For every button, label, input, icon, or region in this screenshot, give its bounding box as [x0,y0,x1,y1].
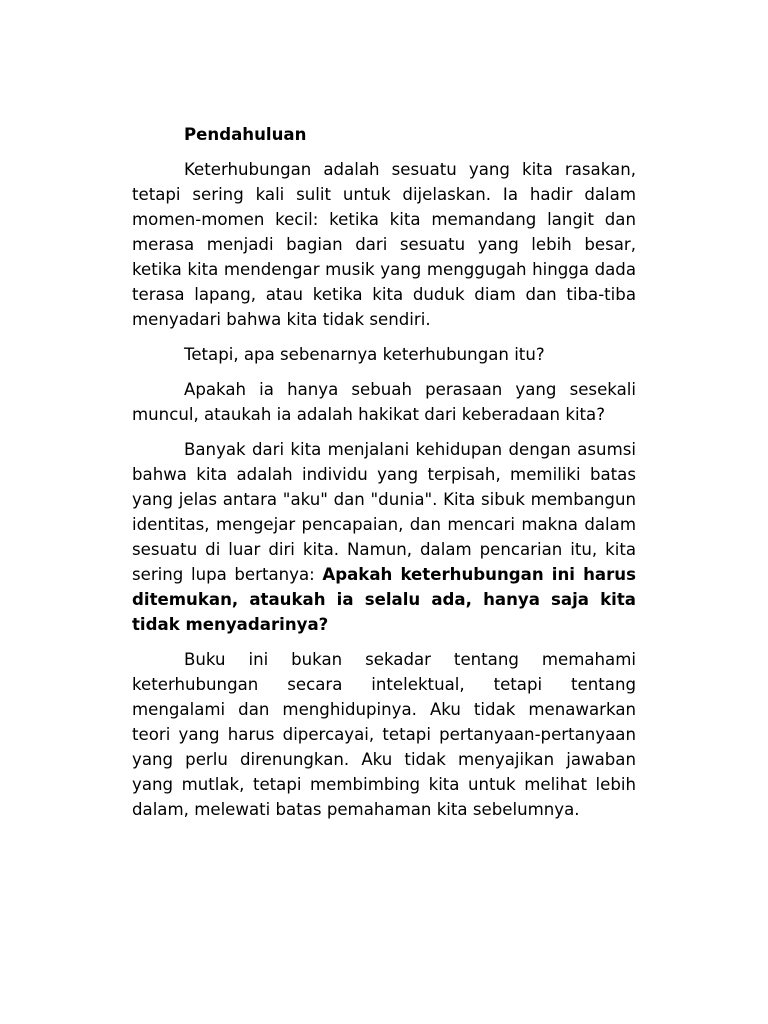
document-body [132,122,636,832]
paragraph-4 [132,437,636,637]
paragraph-2: Tetapi, apa sebenarnya keterhubungan itu? [184,345,545,364]
section-heading: Pendahuluan [184,125,307,144]
paragraph-1: Keterhubungan adalah sesuatu yang kita rasakan, tetapi sering kali sulit untuk dijelaskan. Ia hadir dalam momen-momen kecil: ketika kita memandang langit dan merasa menjadi bagian dari sesuatu yang lebih besar, ketika kita mendengar musik yang menggugah hingga dada terasa lapang, atau ketika kita duduk diam dan tiba-tiba menyadari bahwa kita tidak sendiri. [132,160,636,329]
paragraph-3: Apakah ia hanya sebuah perasaan yang sesekali muncul, ataukah ia adalah hakikat dari keberadaan kita? [132,380,636,424]
paragraph-5: Buku ini bukan sekadar tentang memahami keterhubungan secara intelektual, tetapi tentang mengalami dan menghidupinya. Aku tidak menawarkan teori yang harus dipercayai, tetapi pertanyaan-pertanyaan yang perlu direnungkan. Aku tidak menyajikan jawaban yang mutlak, tetapi membimbing kita untuk melihat lebih dalam, melewati batas pemahaman kita sebelumnya. [132,650,636,819]
paragraph-4-bold-question: Apakah keterhubungan ini harus ditemukan, ataukah ia selalu ada, hanya saja kita tidak menyadarinya? [132,565,636,634]
paragraph-4-text: Banyak dari kita menjalani kehidupan dengan asumsi bahwa kita adalah individu yang terpisah, memiliki batas yang jelas antara "aku" dan "dunia". Kita sibuk membangun identitas, mengejar pencapaian, dan mencari makna dalam sesuatu di luar diri kita. Namun, dalam pencarian itu, kita sering lupa bertanya: [132,440,636,584]
